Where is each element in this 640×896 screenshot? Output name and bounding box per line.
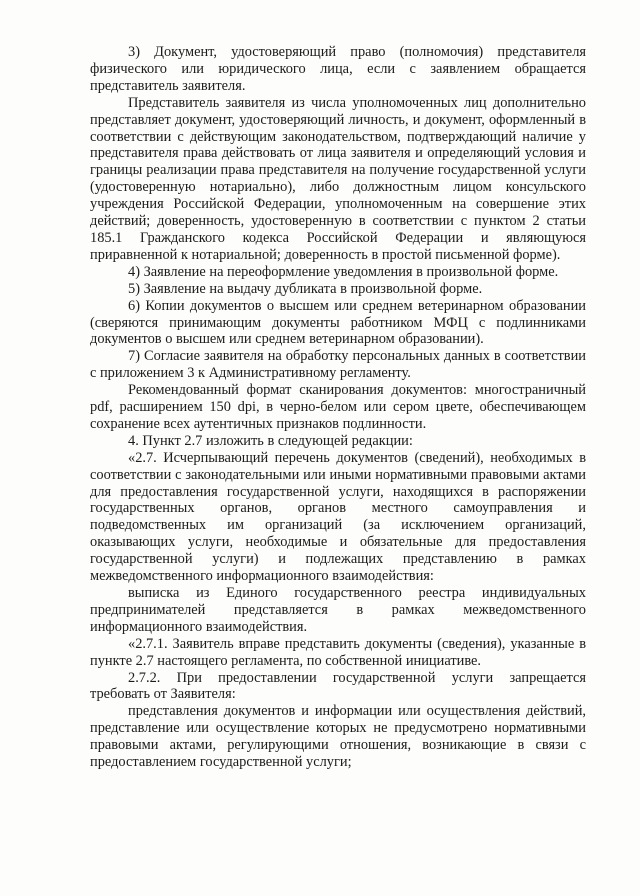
paragraph-representative-docs: Представитель заявителя из числа уполномоченных лиц дополнительно представляет документ, удостоверяющий личность, и документ, оформленный в соответствии с действующим законодательством, подтверждающий наличие у представителя права действовать от лица заявителя и определяющий условия и границы реализации права представителя на получение государственной услуги (удостоверенную нотариально), либо должностным лицом консульского учреждения Российской Федерации, уполномоченным на совершение этих действий; доверенность, удостоверенную в соответствии с пунктом 2 статьи 185.1 Гражданского кодекса Российской Федерации и являющуюся приравненной к нотариальной; доверенность в простой письменной форме). xyxy=(90,94,586,263)
paragraph-amendment-4: 4. Пункт 2.7 изложить в следующей редакции: xyxy=(128,432,413,449)
paragraph-scan-format: Рекомендованный формат сканирования документов: многостраничный pdf, расширением 150 dpi, в черно-белом или сером цвете, обеспечивающем сохранение всех аутентичных признаков подлинности. xyxy=(90,382,586,432)
paragraph-section-2-7-1: «2.7.1. Заявитель вправе представить документы (сведения), указанные в пункте 2.7 настоящего регламента, по собственной инициативе. xyxy=(90,635,586,669)
paragraph-item-4: 4) Заявление на переоформление уведомления в произвольной форме. xyxy=(128,263,559,280)
paragraph-section-2-7-2: 2.7.2. При предоставлении государственной услуги запрещается требовать от Заявителя: xyxy=(90,669,586,703)
paragraph-item-7: 7) Согласие заявителя на обработку персональных данных в соответствии с приложением 3 к Административному регламенту. xyxy=(90,348,586,382)
paragraph-prohibition: представления документов и информации или осуществления действий, представление или осуществление которых не предусмотрено нормативными правовыми актами, регулирующими отношения, возникающие в связи с предоставлением государственной услуги; xyxy=(90,703,586,771)
paragraph-section-2-7: «2.7. Исчерпывающий перечень документов (сведений), необходимых в соответствии с законодательными или иными нормативными правовыми актами для предоставления государственной услуги, находящихся в распоряжении государственных органов, органов местного самоуправления и подведомственных им организаций (за исключением организаций, оказывающих услуги, необходимые и обязательные для предоставления государственной услуги) и подлежащих представлению в рамках межведомственного информационного взаимодействия: xyxy=(90,449,586,585)
paragraph-item-6: 6) Копии документов о высшем или среднем ветеринарном образовании (сверяются принимающим документы работником МФЦ с подлинниками документов о высшем или среднем ветеринарном образовании). xyxy=(90,297,586,348)
paragraph-registry-extract: выписка из Единого государственного реестра индивидуальных предпринимателей представляется в рамках межведомственного информационного взаимодействия. xyxy=(90,585,586,635)
paragraph-item-5: 5) Заявление на выдачу дубликата в произвольной форме. xyxy=(128,280,483,297)
document-page xyxy=(90,44,586,771)
paragraph-item-3: 3) Документ, удостоверяющий право (полномочия) представителя физического или юридического лица, если с заявлением обращается представитель заявителя. xyxy=(90,44,586,94)
